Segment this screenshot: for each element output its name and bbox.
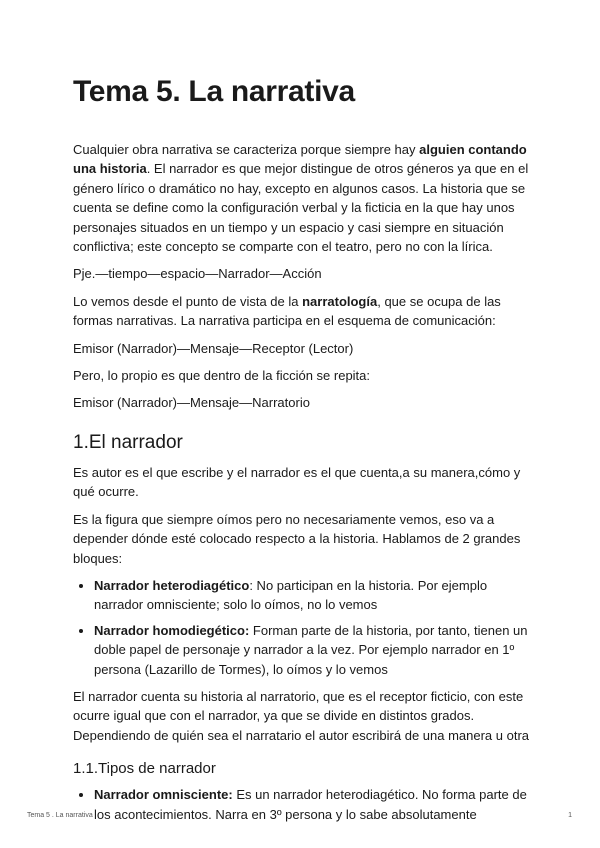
narrator-blocks-list: [73, 576, 533, 679]
list-item-term: Narrador heterodiagético: [94, 577, 250, 593]
intro-paragraph-2: Pje.—tiempo—espacio—Narrador—Acción: [73, 266, 322, 282]
page-title: Tema 5. La narrativa: [73, 75, 355, 108]
list-item: [94, 785, 533, 824]
section1-paragraph-2: Es la figura que siempre oímos pero no necesariamente vemos, eso va a depender dónde esté colocado respecto a la historia. Hablamos de 2 grandes bloques:: [73, 511, 521, 566]
list-item-term: Narrador omnisciente:: [94, 787, 233, 803]
subsection-heading-tipos: 1.1.Tipos de narrador: [73, 760, 216, 778]
section1-paragraph-3: El narrador cuenta su historia al narratorio, que es el receptor ficticio, con este ocurre igual que con el narrador, ya que se divide en distintos grados. Dependiendo de quién sea el narratario el autor escribirá de una manera u otra: [73, 688, 530, 743]
intro-paragraph-4: Emisor (Narrador)—Mensaje—Receptor (Lector): [73, 340, 354, 356]
intro-paragraph-1: [73, 140, 533, 256]
intro-text: , que se ocupa de las formas narrativas. La narrativa participa en el esquema de comunicación:: [73, 293, 501, 329]
intro-text: . El narrador es que mejor distingue de otros géneros ya que en el género lírico o dramático no hay, excepto en algunos casos. La historia que se cuenta se define como la configuración verbal y la ficticia en la que hay unos personajes situados en un tiempo y un espacio y casi siempre en situación conflictiva; este concepto se comparte con el teatro, pero no con la lírica.: [73, 161, 529, 255]
intro-text: Lo vemos desde el punto de vista de la: [73, 293, 303, 309]
section1-paragraph-1: Es autor es el que escribe y el narrador es el que cuenta,a su manera,cómo y qué ocurre.: [73, 464, 521, 500]
list-item-text: Forman parte de la historia, por tanto, tienen un doble papel de personaje y narrador a la vez. Por ejemplo narrador en 1º persona (Lazarillo de Tormes), lo oímos y lo vemos: [94, 622, 528, 677]
narrator-types-list: [73, 785, 533, 824]
list-item: [94, 576, 533, 615]
footer-title: Tema 5 . La narrativa: [27, 812, 93, 819]
list-item-term: Narrador homodiegético:: [94, 622, 250, 638]
page-number: 1: [568, 812, 572, 819]
list-item: [94, 621, 533, 679]
intro-paragraph-6: Emisor (Narrador)—Mensaje—Narratorio: [73, 395, 310, 411]
intro-bold: narratología: [302, 293, 378, 309]
intro-bold: alguien contando una historia: [73, 142, 527, 177]
intro-paragraph-5: Pero, lo propio es que dentro de la ficción se repita:: [73, 368, 371, 384]
list-item-text: : No participan en la historia. Por ejemplo narrador omnisciente; solo lo oímos, no lo vemos: [94, 577, 488, 613]
list-item-text: Es un narrador heterodiagético. No forma parte de los acontecimientos. Narra en 3º persona y lo sabe absolutamente: [94, 787, 527, 822]
intro-text: Cualquier obra narrativa se caracteriza porque siempre hay: [73, 142, 420, 157]
intro-paragraph-3: [73, 292, 533, 331]
document-page: [73, 72, 533, 832]
section-heading-narrador: 1.El narrador: [73, 431, 183, 453]
